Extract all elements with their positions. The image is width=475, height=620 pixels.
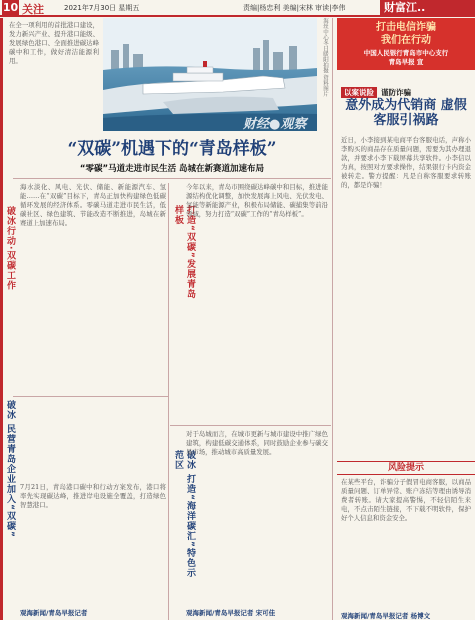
editor-line: 责编|杨忠利 美编|宋林 审读|李伟 <box>243 4 346 12</box>
kicker-text: 谨防诈骗 <box>381 88 411 97</box>
sidebar-divider <box>332 18 333 620</box>
harbor-photo <box>103 18 317 131</box>
page-header <box>0 0 475 17</box>
date-line: 2021年7月30日 星期五 <box>64 4 140 12</box>
headline-rule <box>13 178 331 179</box>
section-label-1: 破冰行动·双碳工作 <box>5 206 15 291</box>
column-divider <box>168 183 169 620</box>
photo-watermark: 财经●观察 <box>243 117 307 132</box>
ad-line-3: 中国人民银行青岛市中心支行 <box>363 49 449 57</box>
section-label-2: 打造“双碳”发展青岛样板 <box>173 205 195 299</box>
sidebar <box>337 18 475 620</box>
page-number: 10 <box>2 1 19 14</box>
section-label-4: 破冰 打造“海洋碳汇”特色示范区 <box>173 450 195 578</box>
section-rule-right <box>170 425 331 426</box>
ad-line-4: 青岛早报 宣 <box>388 58 424 66</box>
byline-left: 观海新闻/青岛早报记者 <box>20 609 88 617</box>
ad-headline <box>341 21 471 47</box>
brand-banner: 财富江.. <box>380 0 475 16</box>
risk-body: 在某些平台，诈骗分子假冒电商客服，以商品质量问题、订单异常、账户冻结等理由诱导消费者转账。请大家提高警惕，不轻信陌生来电，不点击陌生链接，不下载不明软件，保护好个人信息和资金安全。 <box>341 478 471 522</box>
kicker-tag: 以案说险 <box>341 87 377 98</box>
article-col-1: 海水淡化、风电、光伏、储能、新能源汽车、氢能……在“双碳”目标下，青岛正加快构建绿色低碳循环发展的经济体系。零碳马道走进市民生活，低碳社区、绿色建筑、节能改造不断推进，岛城在新赛道上加速布局。 <box>20 183 166 227</box>
risk-heading: 风险提示 <box>337 461 475 475</box>
ad-sponsor <box>341 49 471 67</box>
sidebar-byline: 观海新闻/青岛早报记者 杨博文 <box>341 612 431 620</box>
ad-line-2: 我们在行动 <box>381 35 431 46</box>
headline: “双碳”机遇下的“青岛样板” <box>67 139 277 159</box>
subheadline: “零碳”马道走进市民生活 岛城在新赛道加速布局 <box>79 164 265 174</box>
article-col-4: 对于岛城而言，在城市更新与城市建设中推广绿色建筑，构建低碳交通体系，同时鼓励企业参与碳交易市场，推动城市高质量发展。 <box>186 430 328 456</box>
section-rule-left <box>13 396 168 397</box>
section-label-3: 破冰 民营青岛企业加入“双碳” <box>5 400 15 538</box>
column-kicker <box>341 87 471 98</box>
byline-right: 观海新闻/青岛早报记者 宋可佳 <box>186 609 276 617</box>
left-edge <box>0 18 3 620</box>
section-name: 关注 <box>22 3 44 16</box>
article-col-2: 今年以来，青岛市围绕碳达峰碳中和目标，推进能源结构优化调整，加快发展海上风电、光伏发电、氢能等新能源产业，积极布局储能、碳捕集等前沿领域，努力打造“双碳”工作的“青岛样板”。 <box>186 183 328 218</box>
intro-text: 在全一项利用的首批港口建设，发力新兴产业、提升港口能级、发展绿色港口、全面推进碳达峰碳中和工作，做好清洁能源利用。 <box>9 21 99 65</box>
sidebar-title: 意外成为代销商 虚假客服引祸路 <box>345 98 467 128</box>
article-col-3: 7月21日，青岛港口碳中和行动方案发布，港口将率先实现碳达峰，推进岸电设施全覆盖，打造绿色智慧港口。 <box>20 483 166 509</box>
ad-line-1: 打击电信诈骗 <box>376 22 436 33</box>
anti-fraud-ad <box>337 18 475 70</box>
photo-caption: 海丝中心冬日暖阳拍摄 资料图片 <box>322 18 328 97</box>
sidebar-body: 近日，小李接到某电商平台客服电话，声称小李购买的商品存在质量问题，需要为其办理退款，并要求小李下载屏幕共享软件。小李信以为真，按照对方要求操作，结果银行卡内资金被转走。警方提醒：凡是自称客服要求转账的，都是诈骗！ <box>341 136 471 189</box>
